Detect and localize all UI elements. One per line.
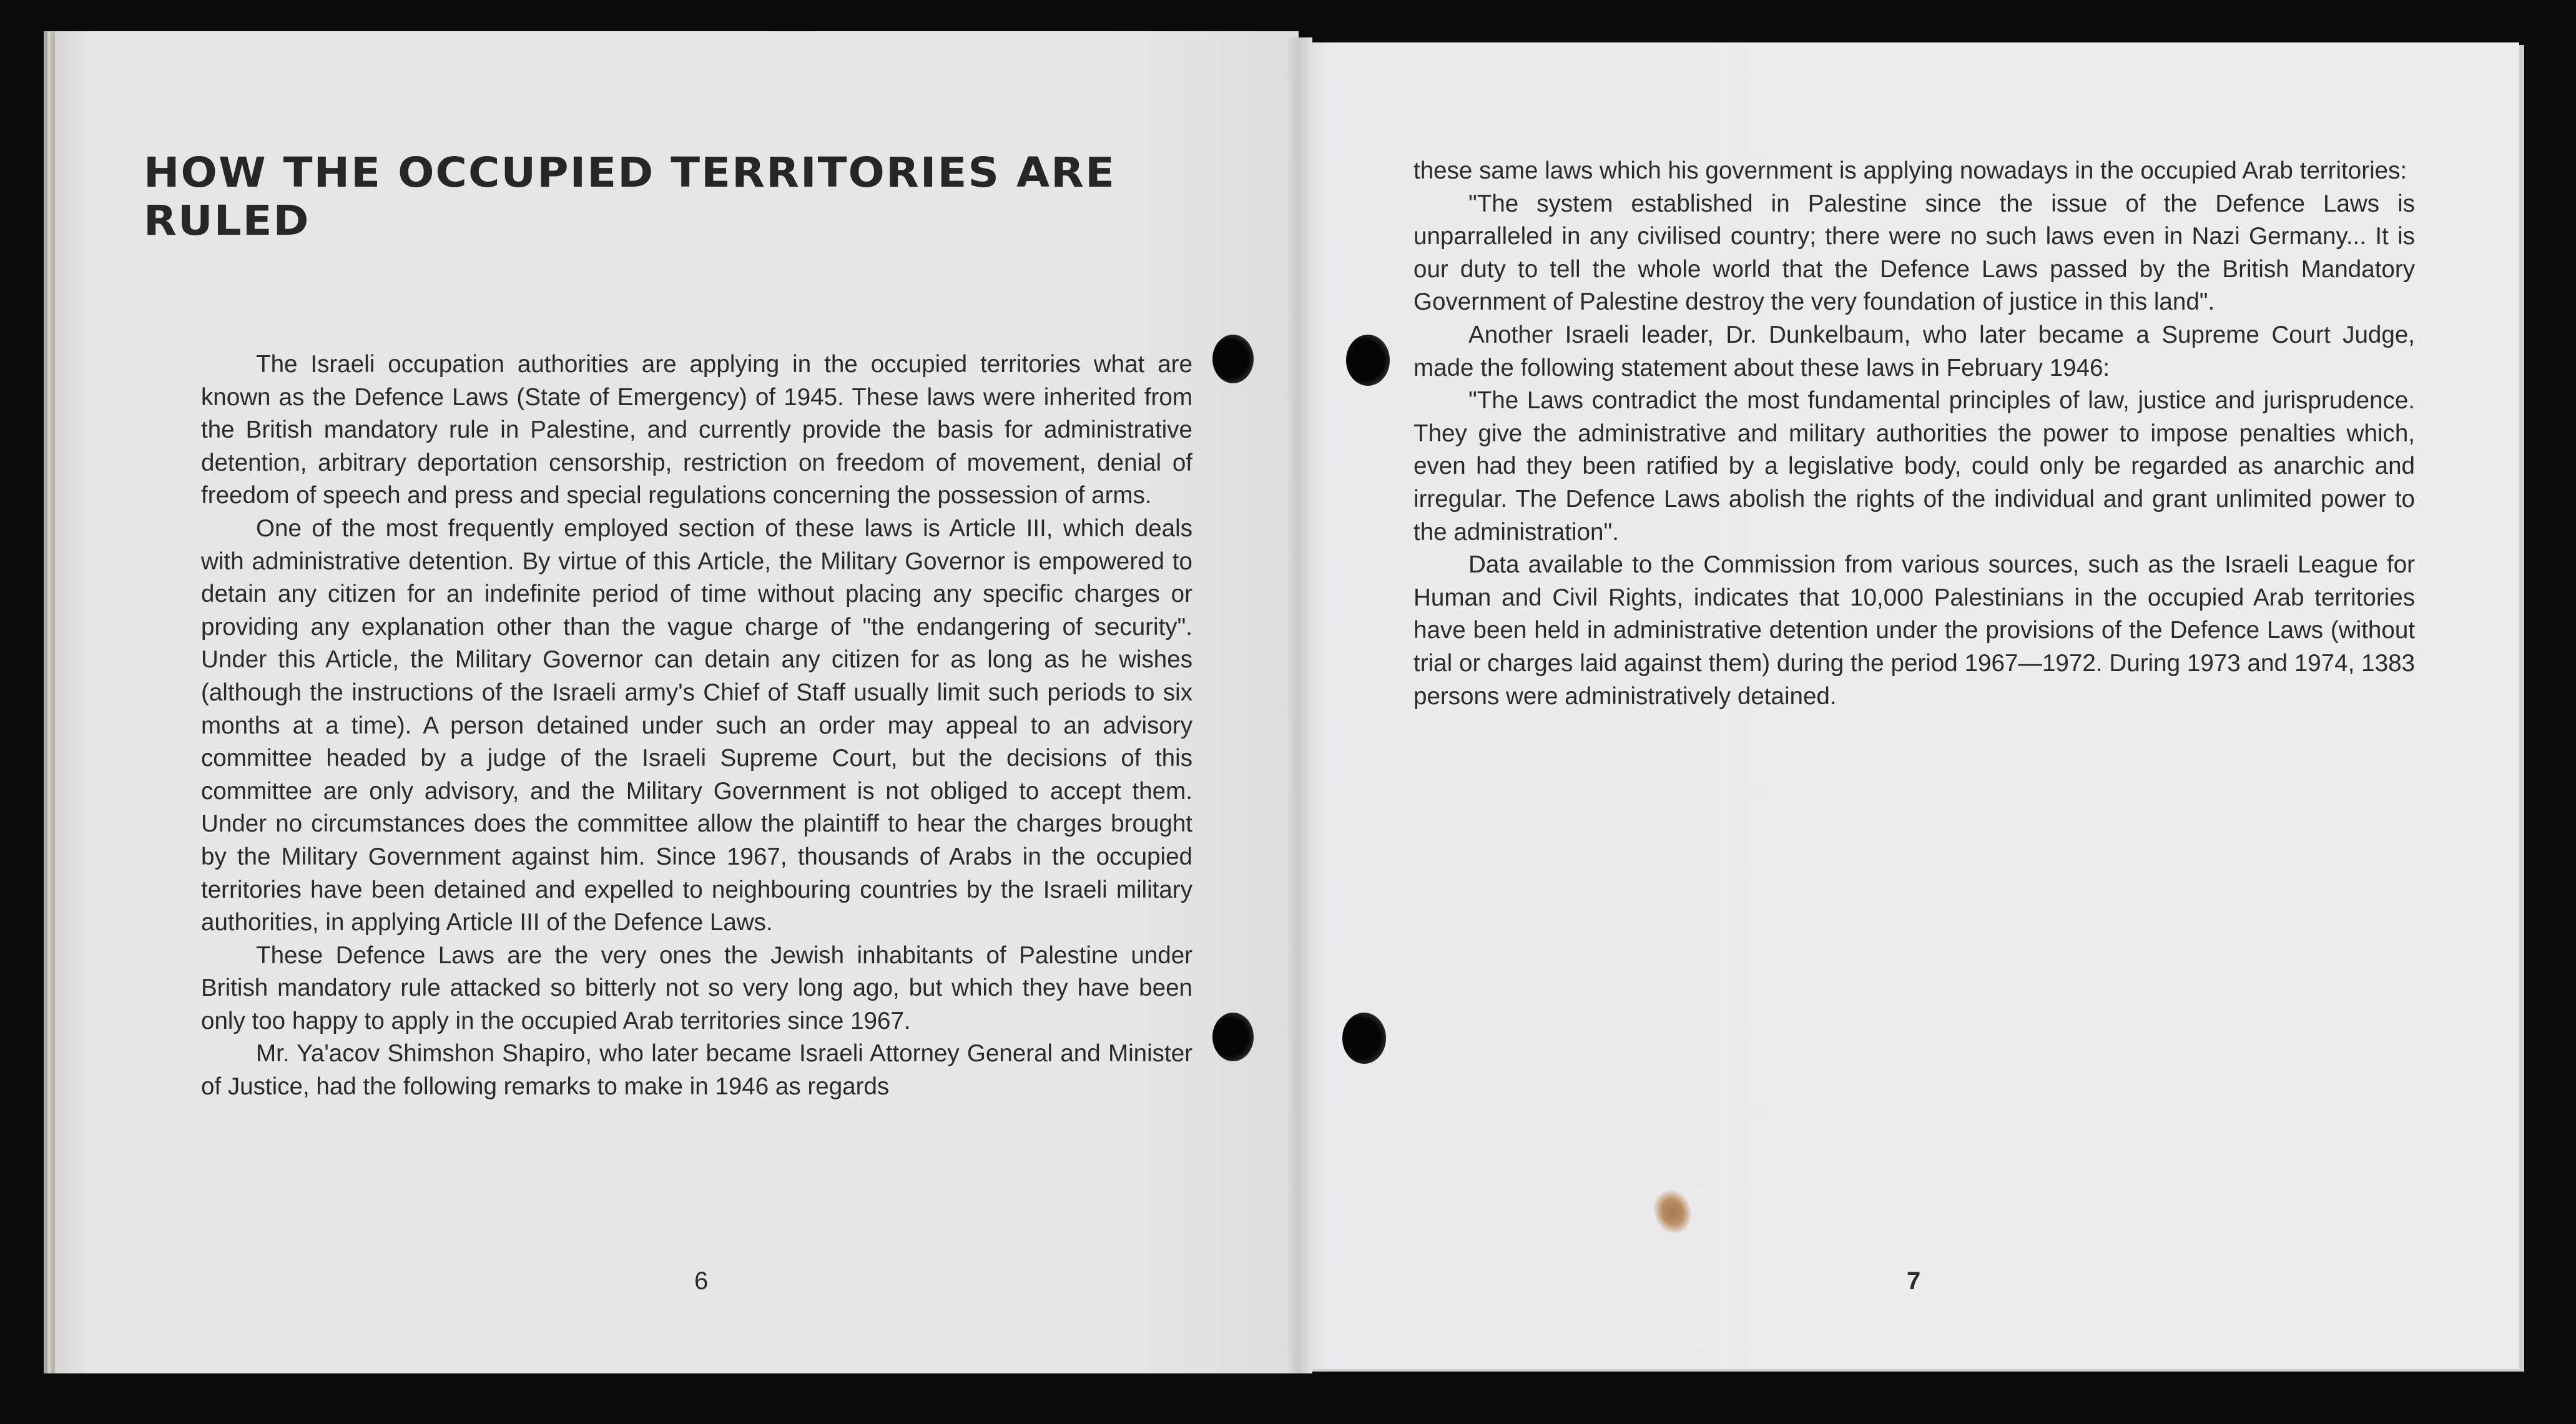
quote-paragraph: "The system established in Palestine since the issue of the Defence Laws is unparralleled in any civilised country; there were no such laws even in Nazi Germany... It is our duty to tell the whole world that the Defence Laws passed by the British Mandatory Government of Palestine destroy the very foundation of justice in this land". bbox=[1413, 190, 2415, 316]
page-heading: HOW THE OCCUPIED TERRITORIES ARE RULED bbox=[144, 149, 1116, 245]
right-page-text bbox=[1413, 155, 2415, 713]
paragraph: The Israeli occupation authorities are applying in the occupied territories what are known as the Defence Laws (State of Emergency) of 1945. These laws were inherited from the British mandatory rule in Palestine, and currently provide the basis for administrative detention, arbitrary deportation censorship, restriction on freedom of movement, denial of freedom of speech and press and special regulations concerning the possession of arms. bbox=[201, 351, 1192, 509]
page-number-right: 7 bbox=[1907, 1267, 1921, 1295]
paragraph: Data available to the Commission from various sources, such as the Israeli League for Human and Civil Rights, indicates that 10,000 Palestinians in the occupied Arab territories have been held in administrative detention under the provisions of the Defence Laws (without trial or charges laid against them) during the period 1967—1972. During 1973 and 1974, 1383 persons were administratively detained. bbox=[1413, 551, 2415, 710]
paragraph: Mr. Ya'acov Shimshon Shapiro, who later became Israeli Attorney General and Minister of Justice, had the following remarks to make in 1946 as regards bbox=[201, 1040, 1192, 1101]
page-number-left: 6 bbox=[694, 1267, 709, 1295]
paragraph: Another Israeli leader, Dr. Dunkelbaum, who later became a Supreme Court Judge, made the following statement about these laws in February 1946: bbox=[1413, 321, 2415, 381]
paragraph: These Defence Laws are the very ones the Jewish inhabitants of Palestine under British mandatory rule attacked so bitterly not so very long ago, but which they have been only too happy to apply in the occupied Arab territories since 1967. bbox=[201, 941, 1192, 1034]
punch-hole bbox=[1346, 335, 1390, 386]
left-page-text bbox=[201, 348, 1192, 1104]
quote-paragraph: "The Laws contradict the most fundamental principles of law, justice and jurisprudence. They give the administrative and military authorities the power to impose penalties which, even had they been ratified by a legislative body, could only be regarded as anarchic and irregular. The Defence Laws abolish the rights of the individual and grant unlimited power to the administration". bbox=[1413, 387, 2415, 546]
paragraph: One of the most frequently employed section of these laws is Article III, which deals with administrative detention. By virtue of this Article, the Military Governor is empowered to detain any citizen for an indefinite period of time without placing any specific charges or providing any explanation other than the vague charge of "the endangering of security". Under this Article, the Military Governor can detain any citizen for as long as he wishes (although the instructions of the Israeli army's Chief of Staff usually limit such periods to six months at a time). A person detained under such an order may appeal to an advisory committee headed by a judge of the Israeli Supreme Court, but the decisions of this committee are only advisory, and the Military Government is not obliged to accept them. Under no circumstances does the committee allow the plaintiff to hear the charges brought by the Military Government against him. Since 1967, thousands of Arabs in the occupied territories have been detained and expelled to neighbouring countries by the Israeli military authorities, in applying Article III of the Defence Laws. bbox=[201, 514, 1192, 936]
binding-gutter bbox=[1287, 37, 1312, 1373]
punch-hole bbox=[1212, 1013, 1254, 1061]
punch-hole bbox=[1212, 335, 1254, 383]
punch-hole bbox=[1342, 1013, 1386, 1064]
paragraph: these same laws which his government is applying nowadays in the occupied Arab territories: bbox=[1413, 157, 2407, 184]
